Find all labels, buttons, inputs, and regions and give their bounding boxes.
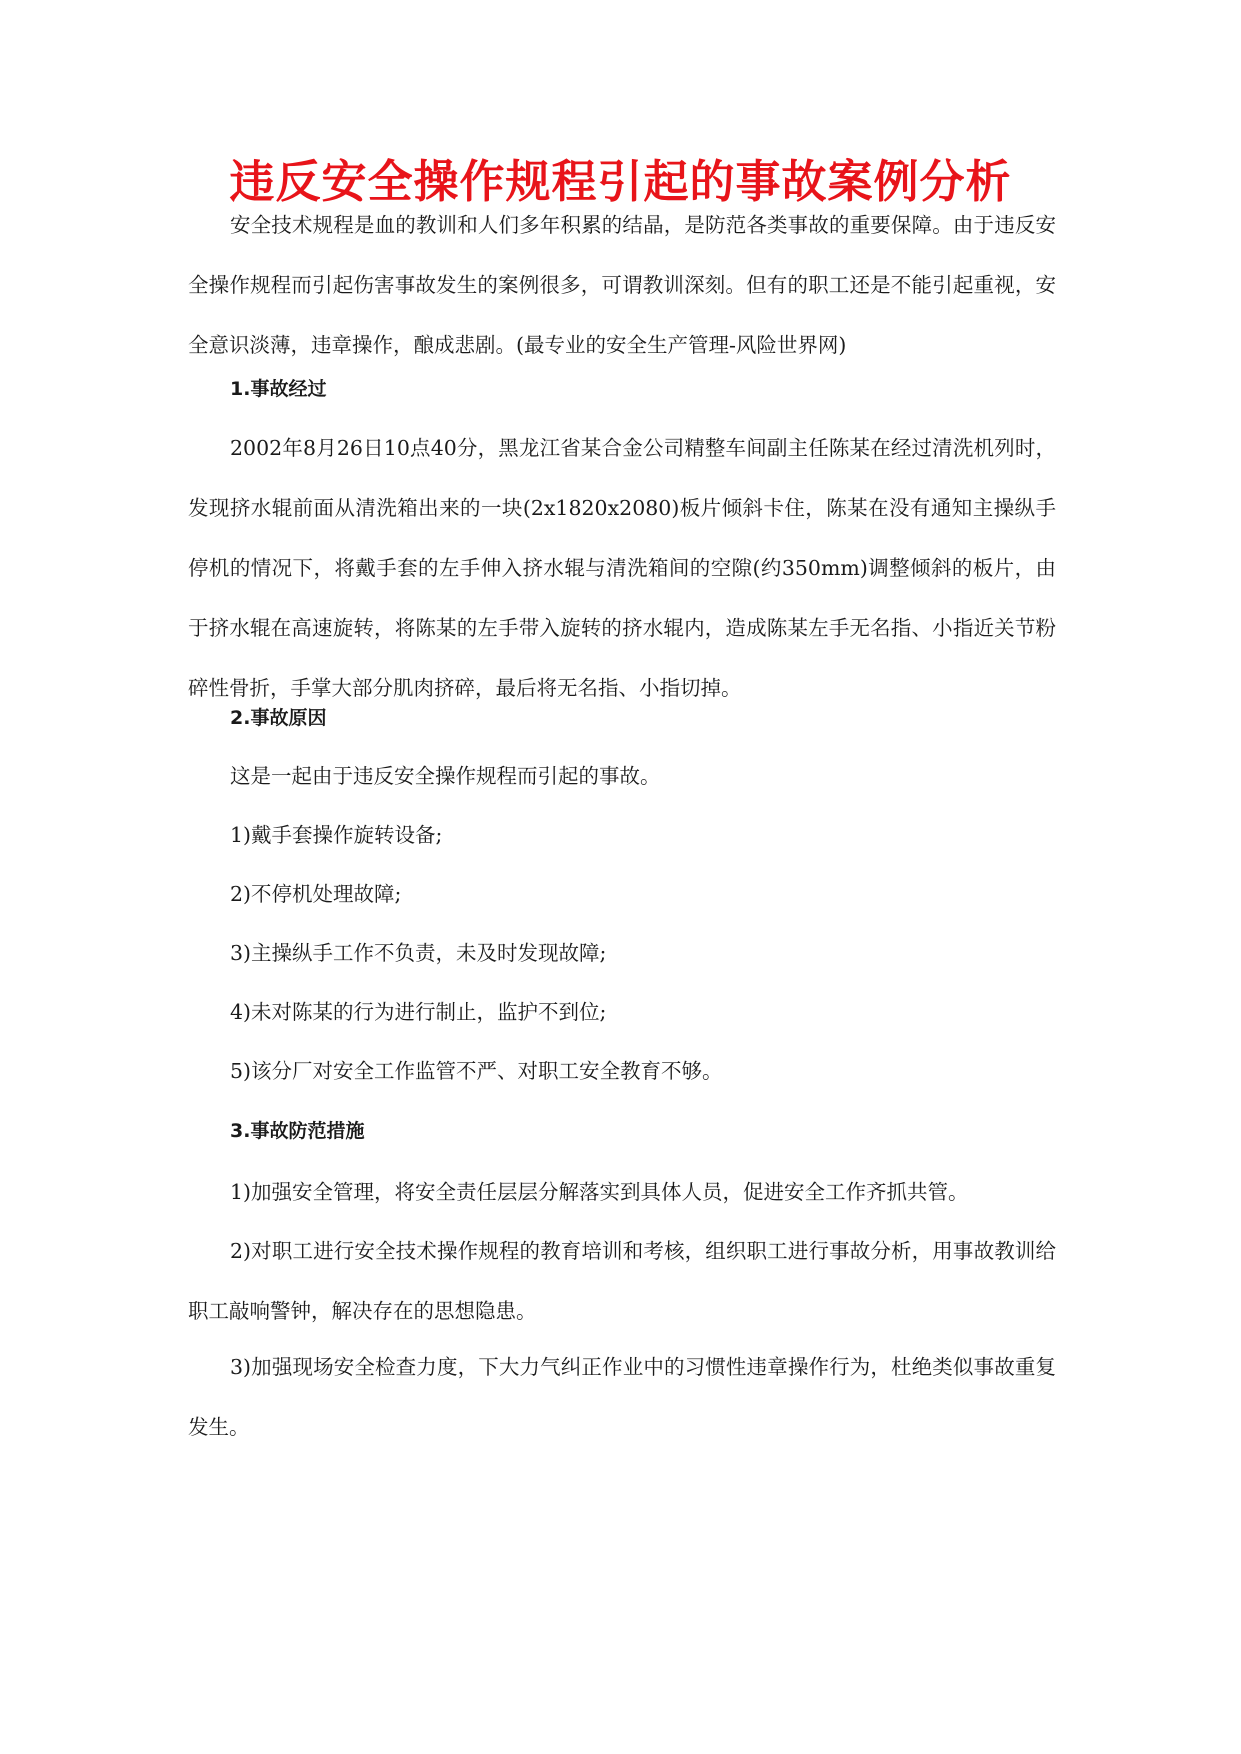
cause-list-item: 2)不停机处理故障; [230, 882, 402, 906]
prevention-measure: 1)加强安全管理，将安全责任层层分解落实到具体人员，促进安全工作齐抓共管。 [230, 1180, 969, 1204]
cause-list-item: 5)该分厂对安全工作监管不严、对职工安全教育不够。 [230, 1059, 723, 1083]
cause-list-item: 3)主操纵手工作不负责，未及时发现故障; [230, 941, 607, 965]
accident-cause-lead: 这是一起由于违反安全操作规程而引起的事故。 [230, 764, 661, 788]
section-heading-prevention: 3.事故防范措施 [230, 1120, 365, 1142]
intro-paragraph: 安全技术规程是血的教训和人们多年积累的结晶，是防范各类事故的重要保障。由于违反安全操作规程而引起伤害事故发生的案例很多，可谓教训深刻。但有的职工还是不能引起重视，安全意识淡薄，违章操作，酿成悲剧。(最专业的安全生产管理-风险世界网) [188, 213, 1056, 357]
section-heading-accident-cause: 2.事故原因 [230, 707, 327, 729]
cause-list-item: 4)未对陈某的行为进行制止，监护不到位; [230, 1000, 607, 1024]
prevention-measure: 2)对职工进行安全技术操作规程的教育培训和考核，组织职工进行事故分析，用事故教训给职工敲响警钟，解决存在的思想隐患。 [188, 1239, 1056, 1323]
cause-list-item: 1)戴手套操作旋转设备; [230, 823, 443, 847]
accident-process-paragraph: 2002年8月26日10点40分，黑龙江省某合金公司精整车间副主任陈某在经过清洗机列时，发现挤水辊前面从清洗箱出来的一块(2x1820x2080)板片倾斜卡住，陈某在没有通知主操纵手停机的情况下，将戴手套的左手伸入挤水辊与清洗箱间的空隙(约350mm)调整倾斜的板片，由于挤水辊在高速旋转，将陈某的左手带入旋转的挤水辊内，造成陈某左手无名指、小指近关节粉碎性骨折，手掌大部分肌肉挤碎，最后将无名指、小指切掉。 [188, 436, 1056, 700]
document-title: 违反安全操作规程引起的事故案例分析 [229, 155, 1012, 208]
section-heading-accident-process: 1.事故经过 [230, 378, 327, 400]
prevention-measure: 3)加强现场安全检查力度，下大力气纠正作业中的习惯性违章操作行为，杜绝类似事故重复发生。 [188, 1355, 1056, 1439]
